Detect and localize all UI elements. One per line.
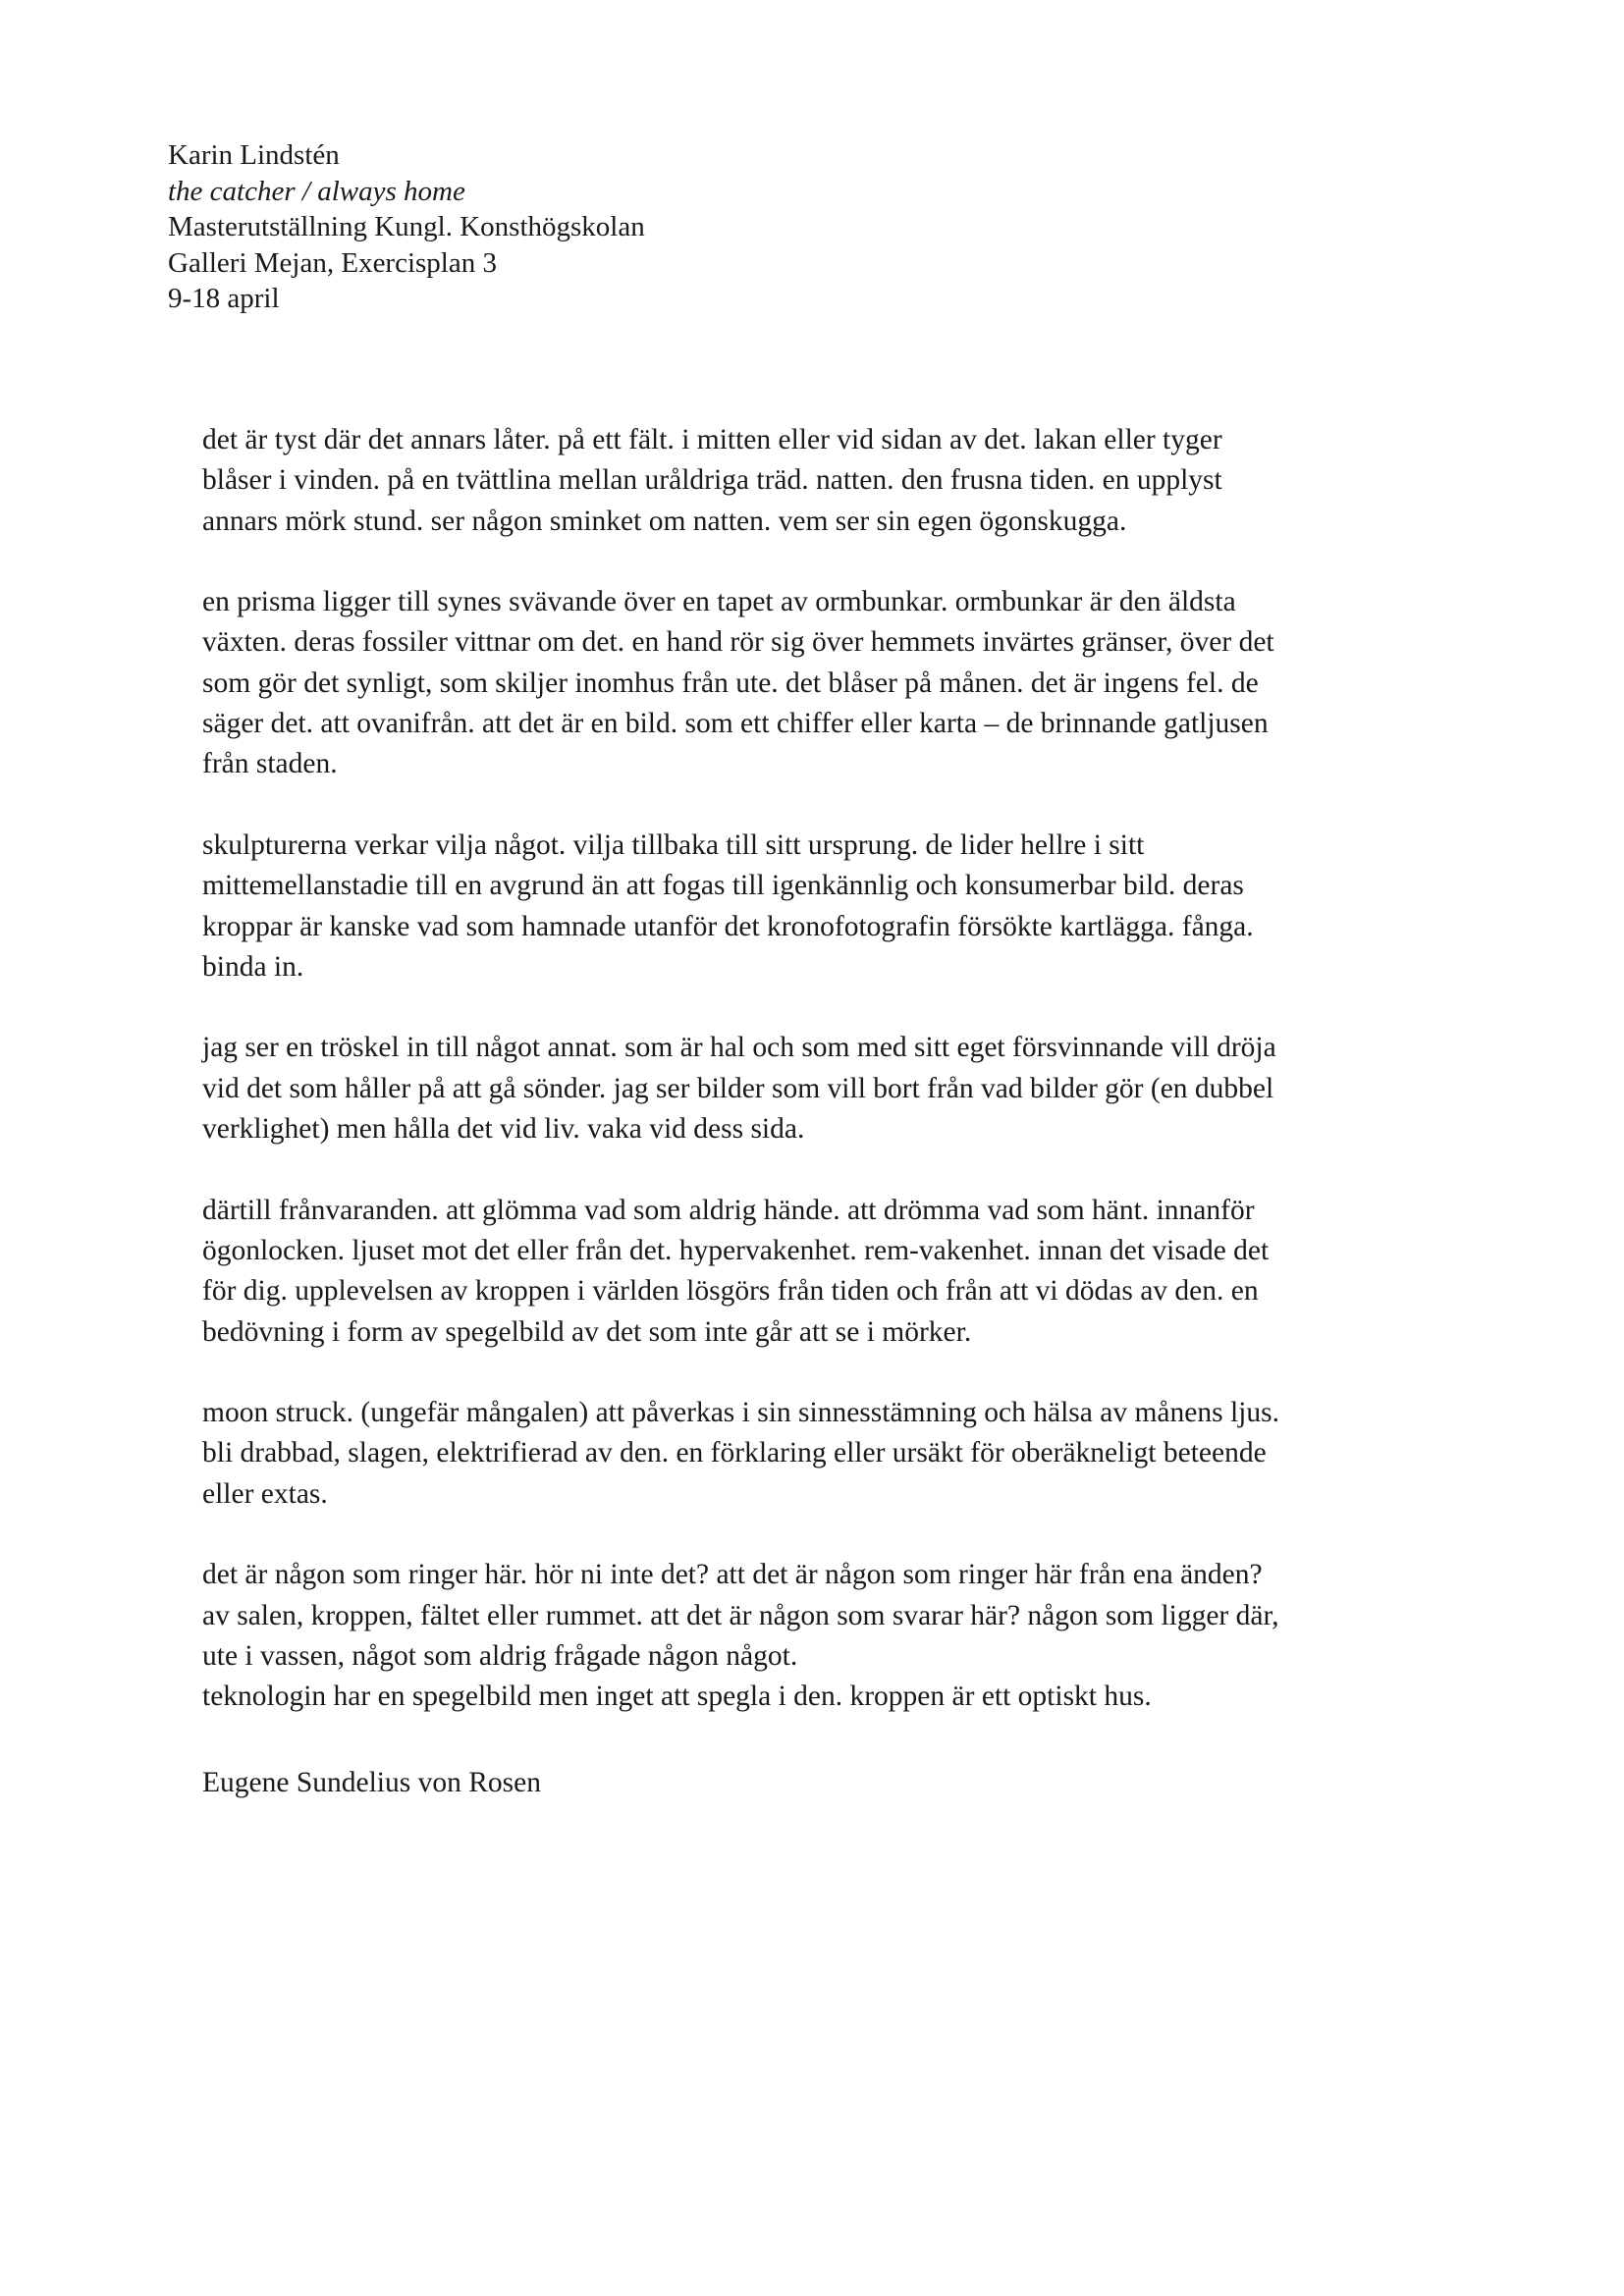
artist-name: Karin Lindstén: [168, 139, 340, 171]
paragraph-4: [202, 1028, 1449, 1149]
paragraph-line: det är tyst där det annars låter. på ett fält. i mitten eller vid sidan av det. lakan eller tyger: [202, 424, 1222, 455]
paragraph-line: moon struck. (ungefär mångalen) att påverkas i sin sinnesstämning och hälsa av månens ljus.: [202, 1397, 1279, 1429]
paragraph-line: vid det som håller på att gå sönder. jag ser bilder som vill bort från vad bilder gör (en dubbel: [202, 1072, 1274, 1104]
document-header: [168, 137, 1346, 317]
paragraph-6: [202, 1393, 1449, 1515]
paragraph-line: ute i vassen, något som aldrig frågade någon något.: [202, 1639, 798, 1672]
paragraph-line: kroppar är kanske vad som hamnade utanför det kronofotografin försökte kartlägga. fånga.: [202, 910, 1254, 942]
paragraph-line: säger det. att ovanifrån. att det är en bild. som ett chiffer eller karta – de brinnande gatljusen: [202, 708, 1269, 740]
paragraph-line: annars mörk stund. ser någon sminket om natten. vem ser sin egen ögonskugga.: [202, 505, 1127, 537]
paragraph-line: växten. deras fossiler vittnar om det. en hand rör sig över hemmets invärtes gränser, över det: [202, 626, 1274, 659]
paragraph-line: av salen, kroppen, fältet eller rummet. att det är någon som svarar här? någon som ligger där,: [202, 1599, 1279, 1631]
paragraph-1: [202, 420, 1449, 542]
paragraph-line: från staden.: [202, 748, 338, 780]
paragraph-line: som gör det synligt, som skiljer inomhus från ute. det blåser på månen. det är ingens fel. de: [202, 667, 1259, 699]
paragraph-line: mittemellanstadie till en avgrund än att fogas till igenkännlig och konsumerbar bild. deras: [202, 870, 1244, 902]
paragraph-line: bedövning i form av spegelbild av det som inte går att se i mörker.: [202, 1315, 972, 1348]
essay-body: [202, 420, 1449, 1718]
paragraph-line: eller extas.: [202, 1477, 328, 1510]
paragraph-7: [202, 1555, 1449, 1717]
paragraph-line: verklighet) men hålla det vid liv. vaka vid dess sida.: [202, 1113, 805, 1146]
paragraph-line: blåser i vinden. på en tvättlina mellan uråldriga träd. natten. den frusna tiden. en upplyst: [202, 464, 1222, 497]
paragraph-line: skulpturerna verkar vilja något. vilja tillbaka till sitt ursprung. de lider hellre i sitt: [202, 828, 1145, 861]
paragraph-line: för dig. upplevelsen av kroppen i världen lösgörs från tiden och från att vi dödas av den. en: [202, 1275, 1259, 1308]
paragraph-line: det är någon som ringer här. hör ni inte det? att det är någon som ringer här från ena änden?: [202, 1559, 1263, 1591]
exhibition-name: Masterutställning Kungl. Konsthögskolan: [168, 211, 645, 242]
exhibition-title: the catcher / always home: [168, 175, 465, 207]
paragraph-line: bli drabbad, slagen, elektrifierad av den. en förklaring eller ursäkt för oberäkneligt beteende: [202, 1437, 1267, 1469]
paragraph-line: binda in.: [202, 950, 304, 983]
paragraph-line: ögonlocken. ljuset mot det eller från det. hypervakenhet. rem-vakenhet. innan det visade det: [202, 1234, 1270, 1266]
paragraph-2: [202, 582, 1449, 784]
venue-address: Galleri Mejan, Exercisplan 3: [168, 246, 497, 279]
paragraph-line: teknologin har en spegelbild men inget att spegla i den. kroppen är ett optiskt hus.: [202, 1681, 1152, 1713]
exhibition-dates: 9-18 april: [168, 283, 280, 314]
paragraph-line: jag ser en tröskel in till något annat. som är hal och som med sitt eget försvinnande vill dröja: [202, 1032, 1276, 1064]
paragraph-line: en prisma ligger till synes svävande över en tapet av ormbunkar. ormbunkar är den äldsta: [202, 586, 1236, 618]
paragraph-3: [202, 826, 1449, 988]
author-signature: Eugene Sundelius von Rosen: [202, 1767, 541, 1798]
paragraph-line: därtill frånvaranden. att glömma vad som aldrig hände. att drömma vad som hänt. innanför: [202, 1194, 1255, 1226]
paragraph-5: [202, 1191, 1449, 1353]
